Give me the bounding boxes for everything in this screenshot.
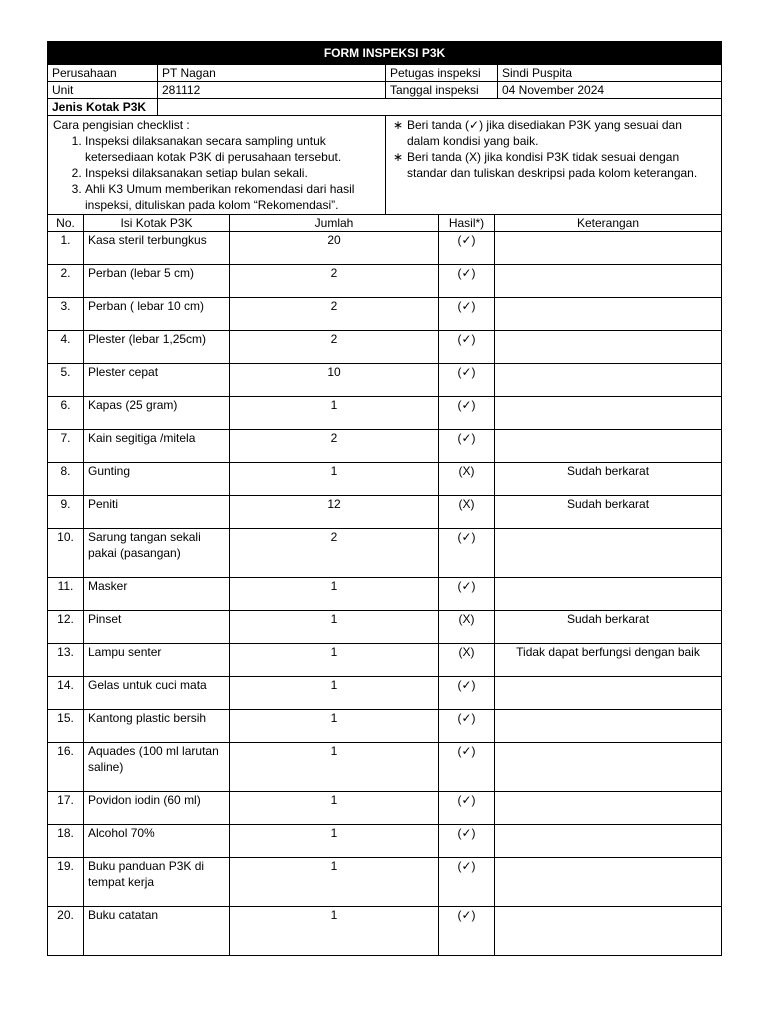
item-quantity: 1 — [230, 611, 439, 644]
item-number: 6. — [48, 397, 84, 430]
item-number: 18. — [48, 825, 84, 858]
item-number: 17. — [48, 792, 84, 825]
table-row — [48, 858, 722, 907]
item-name: Lampu senter — [84, 644, 230, 677]
item-result: (✓) — [439, 430, 495, 463]
item-name: Gelas untuk cuci mata — [84, 677, 230, 710]
item-quantity: 1 — [230, 825, 439, 858]
item-quantity: 1 — [230, 858, 439, 907]
instructions-cell — [48, 116, 386, 215]
item-name: Plester cepat — [84, 364, 230, 397]
item-number: 9. — [48, 496, 84, 529]
mark-text: Beri tanda (X) jika kondisi P3K tidak sesuai dengan standar dan tuliskan deskripsi pada kolom keterangan. — [407, 150, 698, 180]
table-row — [48, 265, 722, 298]
asterisk-icon: ∗ — [393, 150, 404, 164]
marks-cell — [386, 116, 722, 215]
item-result: (X) — [439, 644, 495, 677]
item-result: (✓) — [439, 677, 495, 710]
inspector-value: Sindi Puspita — [498, 65, 722, 82]
item-name: Buku catatan — [84, 907, 230, 956]
item-note — [495, 397, 722, 430]
item-result: (✓) — [439, 265, 495, 298]
item-quantity: 2 — [230, 298, 439, 331]
item-quantity: 20 — [230, 232, 439, 265]
item-name: Pinset — [84, 611, 230, 644]
col-header-no: No. — [48, 215, 84, 232]
table-row — [48, 496, 722, 529]
col-header-qty: Jumlah — [230, 215, 439, 232]
item-quantity: 1 — [230, 397, 439, 430]
item-note — [495, 825, 722, 858]
item-quantity: 1 — [230, 677, 439, 710]
date-label: Tanggal inspeksi — [386, 82, 498, 99]
item-result: (✓) — [439, 578, 495, 611]
item-quantity: 2 — [230, 331, 439, 364]
item-name: Povidon iodin (60 ml) — [84, 792, 230, 825]
item-result: (✓) — [439, 298, 495, 331]
item-result: (X) — [439, 611, 495, 644]
item-result: (✓) — [439, 743, 495, 792]
instructions-steps — [53, 133, 381, 213]
company-label: Perusahaan — [48, 65, 158, 82]
table-row — [48, 825, 722, 858]
item-name: Kantong plastic bersih — [84, 710, 230, 743]
item-name: Alcohol 70% — [84, 825, 230, 858]
item-name: Kapas (25 gram) — [84, 397, 230, 430]
item-result: (✓) — [439, 792, 495, 825]
item-quantity: 1 — [230, 792, 439, 825]
item-quantity: 2 — [230, 430, 439, 463]
item-name: Perban ( lebar 10 cm) — [84, 298, 230, 331]
table-row — [48, 710, 722, 743]
item-note — [495, 677, 722, 710]
item-number: 2. — [48, 265, 84, 298]
col-header-result: Hasil*) — [439, 215, 495, 232]
col-header-item: Isi Kotak P3K — [84, 215, 230, 232]
item-quantity: 1 — [230, 578, 439, 611]
item-name: Peniti — [84, 496, 230, 529]
item-note — [495, 907, 722, 956]
item-note — [495, 430, 722, 463]
item-quantity: 2 — [230, 265, 439, 298]
table-row — [48, 677, 722, 710]
date-value: 04 November 2024 — [498, 82, 722, 99]
item-quantity: 12 — [230, 496, 439, 529]
inspector-label: Petugas inspeksi — [386, 65, 498, 82]
item-result: (✓) — [439, 529, 495, 578]
item-number: 3. — [48, 298, 84, 331]
table-row — [48, 364, 722, 397]
item-quantity: 1 — [230, 907, 439, 956]
item-result: (X) — [439, 496, 495, 529]
mark-item — [393, 117, 717, 149]
item-name: Perban (lebar 5 cm) — [84, 265, 230, 298]
item-note — [495, 364, 722, 397]
item-result: (✓) — [439, 364, 495, 397]
unit-value: 281112 — [158, 82, 386, 99]
item-note — [495, 529, 722, 578]
mark-text: Beri tanda (✓) jika disediakan P3K yang sesuai dan dalam kondisi yang baik. — [407, 118, 682, 148]
item-name: Sarung tangan sekali pakai (pasangan) — [84, 529, 230, 578]
item-name: Kain segitiga /mitela — [84, 430, 230, 463]
item-number: 16. — [48, 743, 84, 792]
item-number: 7. — [48, 430, 84, 463]
items-table — [47, 214, 722, 956]
item-note — [495, 232, 722, 265]
table-row — [48, 578, 722, 611]
item-name: Kasa steril terbungkus — [84, 232, 230, 265]
item-name: Buku panduan P3K di tempat kerja — [84, 858, 230, 907]
form-title: FORM INSPEKSI P3K — [48, 42, 722, 65]
table-row — [48, 743, 722, 792]
item-number: 20. — [48, 907, 84, 956]
item-number: 11. — [48, 578, 84, 611]
marks-list — [391, 117, 717, 181]
item-result: (✓) — [439, 397, 495, 430]
instructions-heading: Cara pengisian checklist : — [53, 118, 190, 132]
item-quantity: 2 — [230, 529, 439, 578]
table-row — [48, 907, 722, 956]
company-value: PT Nagan — [158, 65, 386, 82]
item-number: 4. — [48, 331, 84, 364]
item-result: (✓) — [439, 331, 495, 364]
item-number: 19. — [48, 858, 84, 907]
item-result: (✓) — [439, 710, 495, 743]
item-note — [495, 331, 722, 364]
item-note — [495, 265, 722, 298]
col-header-note: Keterangan — [495, 215, 722, 232]
item-note — [495, 578, 722, 611]
item-note — [495, 298, 722, 331]
item-number: 5. — [48, 364, 84, 397]
item-note: Sudah berkarat — [495, 463, 722, 496]
item-result: (X) — [439, 463, 495, 496]
inspection-form — [47, 41, 721, 956]
instruction-step: 2. Inspeksi dilaksanakan setiap bulan sekali. — [85, 165, 381, 181]
item-number: 10. — [48, 529, 84, 578]
table-row — [48, 397, 722, 430]
item-number: 13. — [48, 644, 84, 677]
item-note — [495, 743, 722, 792]
item-name: Masker — [84, 578, 230, 611]
table-row — [48, 644, 722, 677]
item-note — [495, 858, 722, 907]
asterisk-icon: ∗ — [393, 118, 404, 132]
item-result: (✓) — [439, 825, 495, 858]
item-quantity: 10 — [230, 364, 439, 397]
item-number: 12. — [48, 611, 84, 644]
item-result: (✓) — [439, 232, 495, 265]
item-note — [495, 792, 722, 825]
instruction-step: 1. Inspeksi dilaksanakan secara sampling untuk ketersediaan kotak P3K di perusahaan tersebut. — [85, 133, 381, 165]
item-note: Tidak dapat berfungsi dengan baik — [495, 644, 722, 677]
instruction-step: 3. Ahli K3 Umum memberikan rekomendasi dari hasil inspeksi, dituliskan pada kolom “Rekomendasi”. — [85, 181, 381, 213]
item-rows — [48, 232, 722, 956]
item-result: (✓) — [439, 907, 495, 956]
item-number: 8. — [48, 463, 84, 496]
unit-label: Unit — [48, 82, 158, 99]
header-table — [47, 41, 722, 215]
item-number: 15. — [48, 710, 84, 743]
table-row — [48, 463, 722, 496]
table-row — [48, 331, 722, 364]
item-quantity: 1 — [230, 463, 439, 496]
item-quantity: 1 — [230, 743, 439, 792]
table-row — [48, 529, 722, 578]
item-number: 14. — [48, 677, 84, 710]
item-quantity: 1 — [230, 710, 439, 743]
item-name: Plester (lebar 1,25cm) — [84, 331, 230, 364]
item-name: Gunting — [84, 463, 230, 496]
mark-item — [393, 149, 717, 181]
box-type-value — [158, 99, 722, 116]
table-row — [48, 611, 722, 644]
table-row — [48, 298, 722, 331]
item-name: Aquades (100 ml larutan saline) — [84, 743, 230, 792]
table-row — [48, 430, 722, 463]
item-quantity: 1 — [230, 644, 439, 677]
item-result: (✓) — [439, 858, 495, 907]
table-row — [48, 232, 722, 265]
item-note: Sudah berkarat — [495, 496, 722, 529]
table-row — [48, 792, 722, 825]
box-type-label: Jenis Kotak P3K — [48, 99, 158, 116]
item-note: Sudah berkarat — [495, 611, 722, 644]
item-number: 1. — [48, 232, 84, 265]
item-note — [495, 710, 722, 743]
